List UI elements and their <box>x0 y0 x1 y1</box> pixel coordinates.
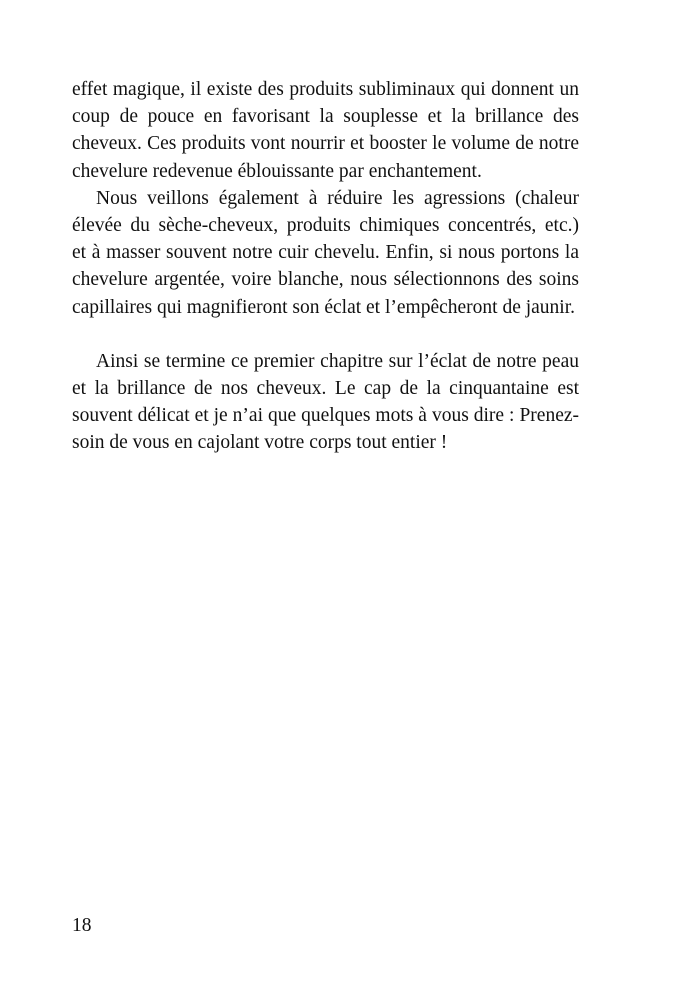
text-line: Ainsi se termine ce premier chapitre sur l’éclat de notre peau <box>96 350 579 372</box>
text-line: élevée du sèche-cheveux, produits chimiques concentrés, etc.) <box>72 215 579 237</box>
text-line: chevelure redevenue éblouissante par enchantement. <box>72 160 482 182</box>
text-line: chevelure argentée, voire blanche, nous sélectionnons des soins <box>72 269 579 291</box>
text-line: Nous veillons également à réduire les agressions (chaleur <box>96 187 579 209</box>
page-number: 18 <box>72 915 92 936</box>
text-line: cheveux. Ces produits vont nourrir et booster le volume de notre <box>72 133 579 155</box>
text-line: soin de vous en cajolant votre corps tout entier ! <box>72 432 448 454</box>
text-line: et la brillance de nos cheveux. Le cap de la cinquantaine est <box>72 378 579 400</box>
page-body <box>72 76 579 457</box>
text-line: souvent délicat et je n’ai que quelques mots à vous dire : Prenez- <box>72 405 579 427</box>
paragraph-continuation <box>72 76 579 185</box>
paragraph-hair-care <box>72 185 579 321</box>
paragraph-chapter-conclusion <box>72 348 579 457</box>
text-line: effet magique, il existe des produits subliminaux qui donnent un <box>72 79 579 100</box>
text-line: capillaires qui magnifieront son éclat et l’empêcheront de jaunir. <box>72 296 576 318</box>
text-line: coup de pouce en favorisant la souplesse et la brillance des <box>72 106 579 128</box>
text-line: et à masser souvent notre cuir chevelu. Enfin, si nous portons la <box>72 242 579 264</box>
